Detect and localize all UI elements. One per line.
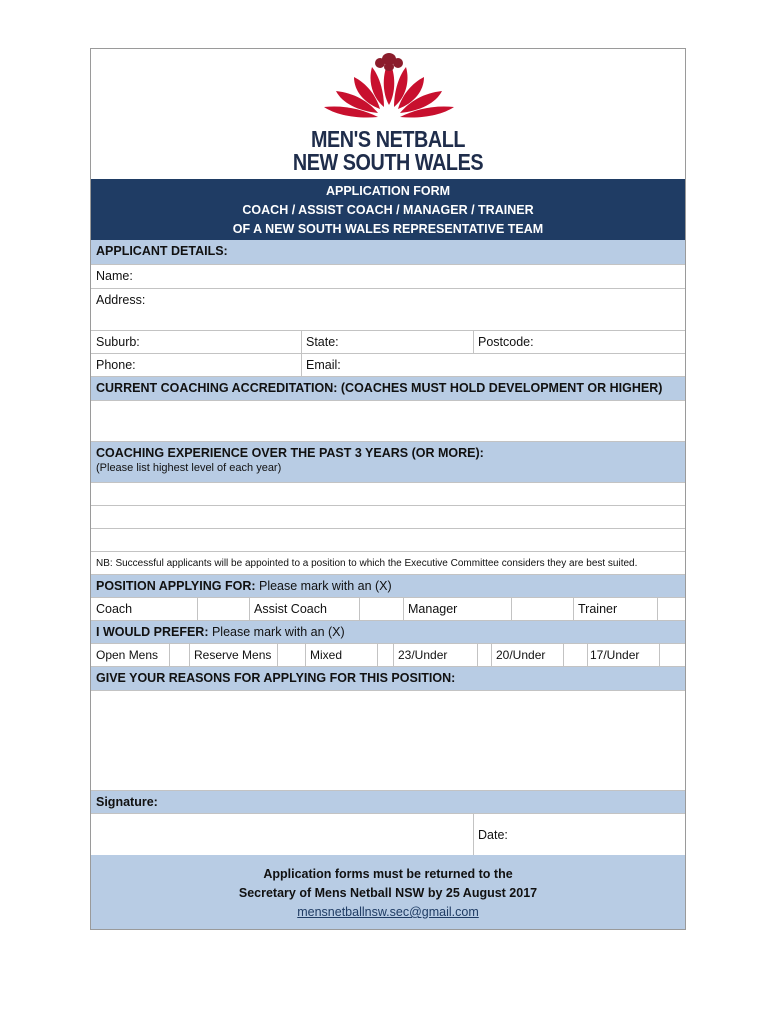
position-checkbox-trainer[interactable] — [657, 598, 685, 620]
experience-subtitle: (Please list highest level of each year) — [96, 462, 282, 474]
position-option-manager: Manager — [408, 602, 458, 616]
note-row — [91, 552, 685, 575]
section-title: COACHING EXPERIENCE OVER THE PAST 3 YEARS (OR MORE): — [96, 446, 484, 460]
section-title: GIVE YOUR REASONS FOR APPLYING FOR THIS POSITION: — [96, 671, 456, 685]
accreditation-field[interactable] — [91, 401, 685, 442]
position-option-trainer: Trainer — [578, 602, 618, 616]
applicant-details-heading — [91, 240, 685, 265]
address-field[interactable] — [91, 289, 685, 331]
prefer-checkbox-reserve-mens[interactable] — [277, 644, 306, 666]
phone-email-row — [91, 354, 685, 377]
state-label: State: — [306, 335, 339, 349]
prefer-title-bold: I WOULD PREFER: — [96, 625, 209, 639]
prefer-option-23-under: 23/Under — [398, 648, 448, 662]
prefer-option-reserve-mens: Reserve Mens — [194, 648, 272, 662]
position-option-manager-cell — [403, 598, 512, 620]
prefer-option-23-under-cell — [393, 644, 478, 666]
experience-line-1[interactable] — [91, 483, 685, 506]
suburb-state-postcode-row — [91, 331, 685, 354]
signature-row — [91, 814, 685, 855]
accreditation-heading — [91, 377, 685, 401]
header-line-3: OF A NEW SOUTH WALES REPRESENTATIVE TEAM — [232, 222, 544, 236]
position-checkbox-manager[interactable] — [511, 598, 574, 620]
section-title: APPLICANT DETAILS: — [96, 244, 228, 258]
prefer-option-mixed: Mixed — [310, 648, 343, 662]
submission-footer — [91, 855, 685, 929]
position-option-coach: Coach — [96, 602, 133, 616]
email-label: Email: — [306, 358, 341, 372]
position-heading — [91, 575, 685, 598]
footer-line-1: Application forms must be returned to the — [263, 867, 513, 881]
prefer-option-mixed-cell — [305, 644, 378, 666]
experience-line-3[interactable] — [91, 529, 685, 552]
reasons-field[interactable] — [91, 691, 685, 791]
prefer-title — [96, 625, 345, 639]
signature-label: Signature: — [96, 795, 158, 809]
prefer-option-17-under: 17/Under — [590, 648, 640, 662]
logo-line-1: MEN'S NETBALL — [310, 126, 466, 152]
state-field[interactable] — [301, 331, 474, 353]
logo-line-2: NEW SOUTH WALES — [292, 149, 484, 175]
prefer-heading — [91, 621, 685, 644]
suburb-label[interactable]: Suburb: — [96, 335, 140, 349]
position-options-row — [91, 598, 685, 621]
prefer-checkbox-open-mens[interactable] — [169, 644, 190, 666]
experience-line-2[interactable] — [91, 506, 685, 529]
selection-note: NB: Successful applicants will be appointed to a position to which the Executive Committee considers they are best suited. — [96, 558, 638, 569]
prefer-option-17-under-cell — [587, 644, 660, 666]
position-checkbox-coach[interactable] — [197, 598, 250, 620]
postcode-label: Postcode: — [478, 335, 534, 349]
name-field[interactable] — [91, 265, 685, 289]
date-field[interactable] — [473, 814, 685, 855]
footer-line-2: Secretary of Mens Netball NSW by 25 August 2017 — [238, 886, 538, 900]
experience-heading — [91, 442, 685, 483]
position-title — [96, 579, 392, 593]
prefer-option-reserve-mens-cell — [189, 644, 278, 666]
prefer-checkbox-23-under[interactable] — [477, 644, 492, 666]
position-option-assist-coach: Assist Coach — [254, 602, 327, 616]
prefer-option-20-under-cell — [491, 644, 564, 666]
prefer-title-rest: Please mark with an (X) — [208, 625, 345, 639]
position-checkbox-assist-coach[interactable] — [359, 598, 404, 620]
signature-field[interactable] — [91, 814, 473, 855]
email-field[interactable] — [301, 354, 685, 376]
section-title: CURRENT COACHING ACCREDITATION: (COACHES MUST HOLD DEVELOPMENT OR HIGHER) — [96, 381, 663, 395]
prefer-checkbox-20-under[interactable] — [563, 644, 588, 666]
position-option-trainer-cell — [573, 598, 658, 620]
prefer-option-open-mens: Open Mens — [96, 648, 159, 662]
header-line-2: COACH / ASSIST COACH / MANAGER / TRAINER — [242, 203, 534, 217]
form-header — [91, 179, 685, 240]
address-label: Address: — [96, 293, 146, 307]
contact-email-link[interactable]: mensnetballnsw.sec@gmail.com — [297, 905, 479, 919]
header-line-1: APPLICATION FORM — [325, 184, 451, 198]
prefer-checkbox-mixed[interactable] — [377, 644, 394, 666]
prefer-checkbox-17-under[interactable] — [659, 644, 685, 666]
prefer-option-20-under: 20/Under — [496, 648, 546, 662]
signature-heading — [91, 791, 685, 814]
position-title-rest: Please mark with an (X) — [255, 579, 392, 593]
phone-label[interactable]: Phone: — [96, 358, 136, 372]
postcode-field[interactable] — [473, 331, 685, 353]
application-form-page — [90, 48, 686, 930]
name-label: Name: — [96, 269, 133, 283]
position-option-assist-coach-cell — [249, 598, 360, 620]
waratah-flower-icon — [314, 53, 464, 125]
date-label: Date: — [478, 828, 508, 842]
reasons-heading — [91, 667, 685, 691]
logo — [91, 49, 685, 179]
prefer-options-row — [91, 644, 685, 667]
position-title-bold: POSITION APPLYING FOR: — [96, 579, 256, 593]
